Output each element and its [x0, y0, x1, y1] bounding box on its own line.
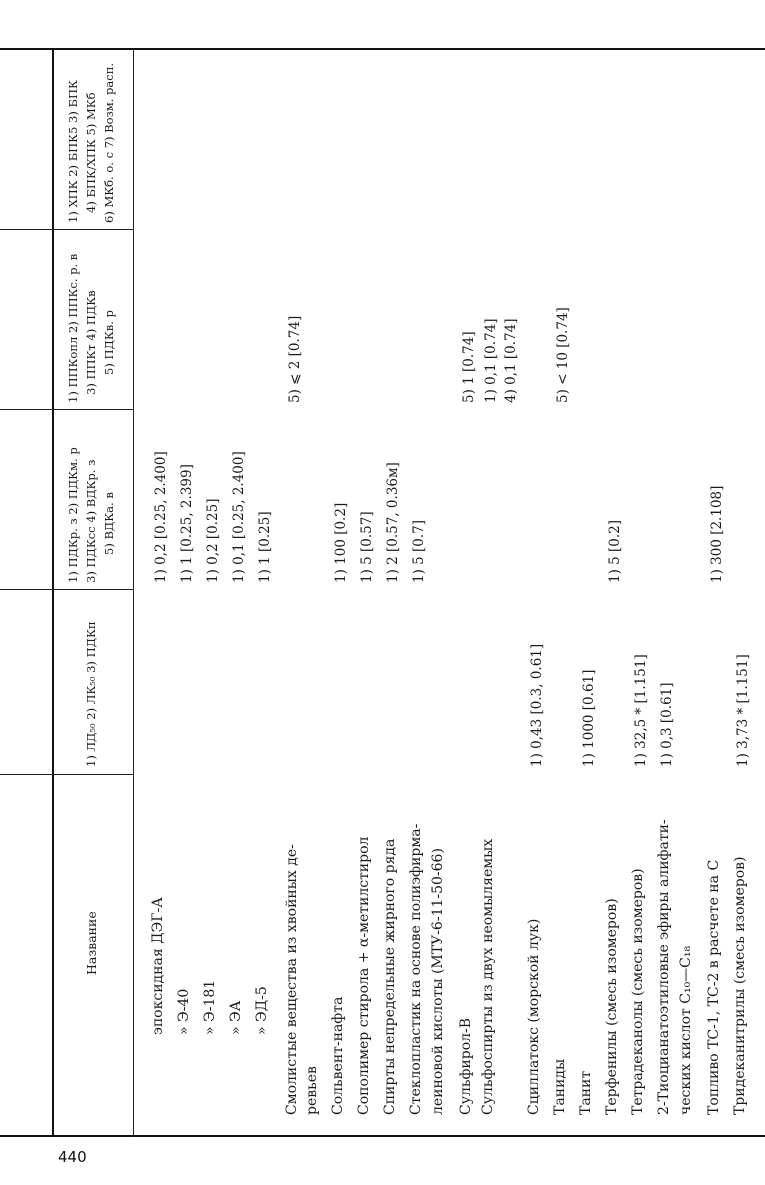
header-bottom-rule — [133, 50, 134, 1137]
table-row-name: Сульфирол-В — [458, 1017, 474, 1115]
table-cell-c2: 1) 3,73 * [1.151] — [735, 654, 751, 767]
table-row-name: леиновой кислоты (МТУ-6-11-50-66) — [430, 848, 446, 1115]
table-cell-c3: 1) 0,2 [0.25] — [205, 498, 221, 583]
table-row-name: эпоксидная ДЭГ-А — [150, 897, 166, 1035]
table-cell-c4: 1) 0,1 [0.74] — [483, 318, 499, 403]
table-left-rule — [0, 1135, 765, 1137]
header-col5-line3: 6) МКб. о. с 7) Возм. расп. — [102, 62, 116, 223]
header-col4-line2: 3) ППКт 4) ПДКв — [84, 290, 98, 395]
header-col3-line3: 5) ВДКа. в — [102, 492, 116, 555]
header-col4-line1: 1) ППКопл 2) ППКс. р. в — [66, 253, 80, 403]
table-cell-c3: 1) 0,2 [0.25, 2.400] — [153, 451, 169, 583]
table-cell-c3: 1) 0,1 [0.25, 2.400] — [231, 451, 247, 583]
table-row-name: ревьев — [304, 1066, 320, 1115]
table-cell-c3: 1) 1 [0.25] — [257, 511, 273, 583]
table-row-name: » Э-40 — [176, 988, 192, 1035]
table-cell-c4: 5) 1 [0.74] — [461, 331, 477, 403]
header-col3-line2: 3) ПДКсс 4) ВДКр. з — [84, 459, 98, 583]
table-cell-c3: 1) 1 [0.25, 2.399] — [179, 464, 195, 583]
table-cell-c4: 4) 0,1 [0.74] — [503, 318, 519, 403]
table-right-rule — [0, 48, 765, 50]
table-row-name: Сульфоспирты из двух неомыляемых — [480, 838, 496, 1115]
header-col3-line1: 1) ПДКр. з 2) ПДКм. р — [66, 447, 80, 583]
table-row-name: ческих кислот C₁₀—C₁₈ — [678, 945, 694, 1115]
table-cell-c3: 1) 2 [0.57, 0.36м] — [385, 462, 401, 583]
table-row-name: 2-Тиоцианатоэтиловые эфиры алифати- — [656, 819, 672, 1115]
table-cell-c2: 1) 0,3 [0.61] — [659, 682, 675, 767]
table-top-rule — [52, 50, 54, 1137]
table-cell-c2: 1) 0,43 [0.3, 0.61] — [529, 643, 545, 767]
col-divider-3 — [0, 409, 133, 410]
table-cell-c2: 1) 32,5 * [1.151] — [633, 654, 649, 767]
page-number: 440 — [58, 1148, 87, 1166]
col-divider-4 — [0, 229, 133, 230]
table-row-name: Сольвент-нафта — [330, 996, 346, 1115]
table-row-name: Тридеканитрилы (смесь изомеров) — [732, 856, 748, 1115]
header-col5-line2: 4) БПК/ХПК 5) МКб — [84, 92, 98, 213]
table-row-name: Танит — [578, 1070, 594, 1115]
header-col5-line1: 1) ХПК 2) БПК5 3) БПК — [66, 80, 80, 223]
header-name: Название — [84, 911, 99, 975]
col-divider-1 — [0, 774, 133, 775]
table-cell-c2: 1) 1000 [0.61] — [581, 669, 597, 767]
header-col4-line3: 5) ПДКв. р — [102, 310, 116, 375]
table-cell-c3: 1) 5 [0.7] — [411, 519, 427, 583]
table-row-name: Стеклопластик на основе полиэфирма- — [408, 823, 424, 1115]
table-row-name: Топливо ТС-1, ТС-2 в расчете на С — [706, 859, 722, 1115]
table-cell-c3: 1) 5 [0.57] — [359, 511, 375, 583]
table-cell-c3: 1) 300 [2.108] — [709, 485, 725, 583]
header-col2: 1) ЛД₅₀ 2) ЛК₅₀ 3) ПДКп — [84, 621, 98, 767]
table-cell-c4: 5) < 10 [0.74] — [555, 307, 571, 403]
table-row-name: Тетрадеканолы (смесь изомеров) — [630, 868, 646, 1115]
table-row-name: » Э-181 — [202, 979, 218, 1035]
table-row-name: Спирты непредельные жирного ряда — [382, 838, 398, 1115]
table-cell-c3: 1) 100 [0.2] — [333, 502, 349, 583]
table-row-name: Сополимер стирола + α-метилстирол — [356, 836, 372, 1115]
table-row-name: » ЭА — [228, 1000, 244, 1035]
table-row-name: Терфенилы (смесь изомеров) — [604, 898, 620, 1115]
table-cell-c3: 1) 5 [0.2] — [607, 519, 623, 583]
table-row-name: Таниды — [552, 1058, 568, 1115]
table-row-name: Сциллатокс (морской лук) — [526, 918, 542, 1115]
table-row-name: Смолистые вещества из хвойных де- — [284, 844, 300, 1115]
col-divider-2 — [0, 589, 133, 590]
table-row-name: » ЭД-5 — [254, 986, 270, 1035]
table-cell-c4: 5) ⩽ 2 [0.74] — [287, 315, 303, 403]
